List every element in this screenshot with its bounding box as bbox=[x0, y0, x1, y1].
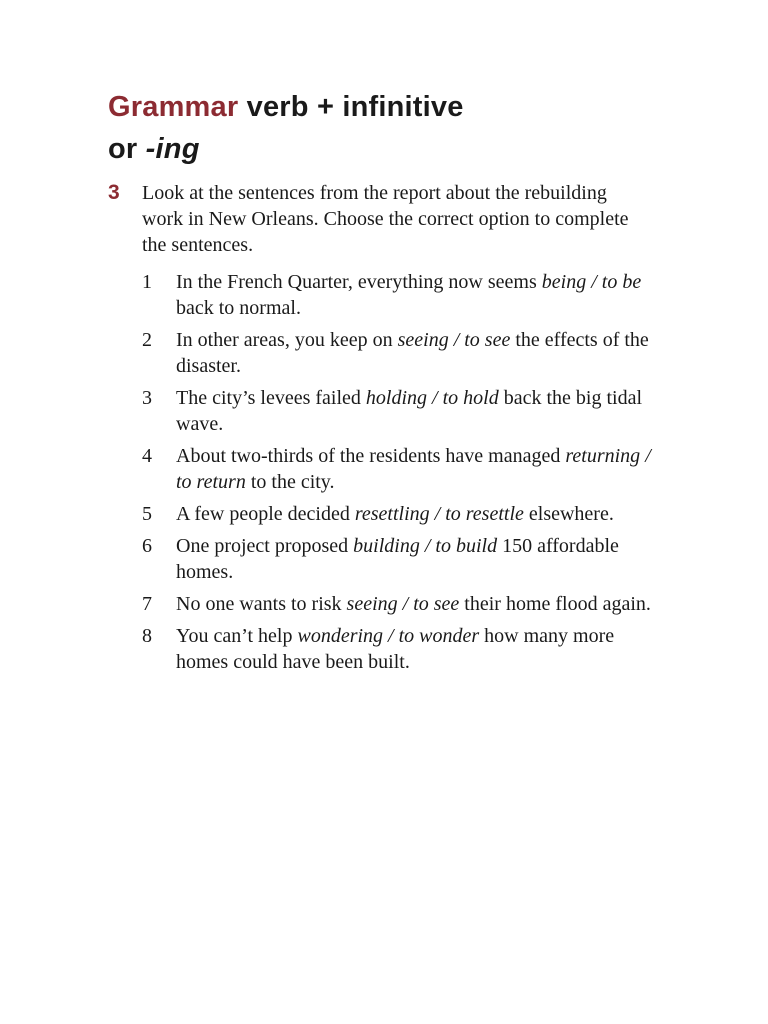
sentence-text-after: how many more homes could have been built. bbox=[176, 625, 615, 673]
sentence-text-before: One project proposed bbox=[176, 535, 354, 557]
sentence-item bbox=[142, 269, 662, 321]
option-infinitive[interactable]: to resettle bbox=[445, 503, 524, 525]
option-ing[interactable]: returning bbox=[565, 445, 641, 467]
sentence-text-before: In other areas, you keep on bbox=[176, 329, 398, 351]
sentence-text-after: back to normal. bbox=[176, 297, 301, 319]
option-infinitive[interactable]: to see bbox=[413, 593, 460, 615]
sentence-item bbox=[142, 385, 662, 437]
sentence-item bbox=[142, 501, 662, 527]
option-separator: / bbox=[383, 625, 399, 647]
option-infinitive[interactable]: to return bbox=[176, 471, 246, 493]
option-separator: / bbox=[419, 535, 436, 557]
option-infinitive[interactable]: to wonder bbox=[398, 625, 480, 647]
heading-line2: or bbox=[108, 133, 146, 165]
option-ing[interactable]: seeing bbox=[346, 593, 398, 615]
sentence-text-before: No one wants to risk bbox=[176, 593, 347, 615]
sentence-text-after: their home flood again. bbox=[459, 593, 651, 615]
item-number: 4 bbox=[142, 445, 152, 467]
sentence-text-before: You can’t help bbox=[176, 625, 298, 647]
item-number: 5 bbox=[142, 503, 152, 525]
sentence-text-after: the effects of the disaster. bbox=[176, 329, 649, 377]
item-number: 3 bbox=[142, 387, 152, 409]
item-number: 1 bbox=[142, 271, 152, 293]
sentence-item bbox=[142, 327, 662, 379]
sentence-text-after: elsewhere. bbox=[523, 503, 614, 525]
option-separator: / bbox=[397, 593, 414, 615]
exercise-number: 3 bbox=[108, 181, 120, 204]
sentence-text-before: About two-thirds of the residents have managed bbox=[176, 445, 566, 467]
option-separator: / bbox=[448, 329, 465, 351]
option-ing[interactable]: seeing bbox=[397, 329, 449, 351]
sentence-item bbox=[142, 533, 662, 585]
item-number: 6 bbox=[142, 535, 152, 557]
sentence-item bbox=[142, 443, 662, 495]
sentence-text-before: The city’s levees failed bbox=[176, 387, 366, 409]
sentence-text-after: back the big tidal wave. bbox=[176, 387, 643, 435]
option-ing[interactable]: building bbox=[353, 535, 420, 557]
option-ing[interactable]: holding bbox=[365, 387, 428, 409]
item-number: 2 bbox=[142, 329, 152, 351]
sentence-text-after: to the city. bbox=[245, 471, 335, 493]
section-heading bbox=[108, 86, 668, 170]
option-ing[interactable]: being bbox=[541, 271, 587, 293]
option-infinitive[interactable]: to see bbox=[464, 329, 511, 351]
sentence-text-after: 150 affordable homes. bbox=[176, 535, 619, 583]
option-separator: / bbox=[640, 445, 651, 467]
heading-ing: -ing bbox=[145, 133, 200, 165]
sentence-item bbox=[142, 591, 662, 617]
option-infinitive[interactable]: to hold bbox=[442, 387, 499, 409]
option-ing[interactable]: wondering bbox=[297, 625, 384, 647]
option-separator: / bbox=[427, 387, 443, 409]
item-number: 7 bbox=[142, 593, 152, 615]
option-separator: / bbox=[586, 271, 602, 293]
option-ing[interactable]: resettling bbox=[354, 503, 430, 525]
option-separator: / bbox=[429, 503, 446, 525]
sentence-item bbox=[142, 623, 662, 675]
item-number: 8 bbox=[142, 625, 152, 647]
heading-topic: verb + infinitive bbox=[246, 91, 464, 123]
sentence-text-before: In the French Quarter, everything now seems bbox=[176, 271, 542, 293]
sentence-text-before: A few people decided bbox=[176, 503, 355, 525]
option-infinitive[interactable]: to be bbox=[601, 271, 642, 293]
exercise-instructions: Look at the sentences from the report about the rebuilding work in New Orleans. Choose the correct option to complete the sentences. bbox=[142, 182, 629, 256]
heading-accent: Grammar bbox=[108, 91, 239, 123]
option-infinitive[interactable]: to build bbox=[435, 535, 498, 557]
sentence-list bbox=[142, 269, 662, 681]
